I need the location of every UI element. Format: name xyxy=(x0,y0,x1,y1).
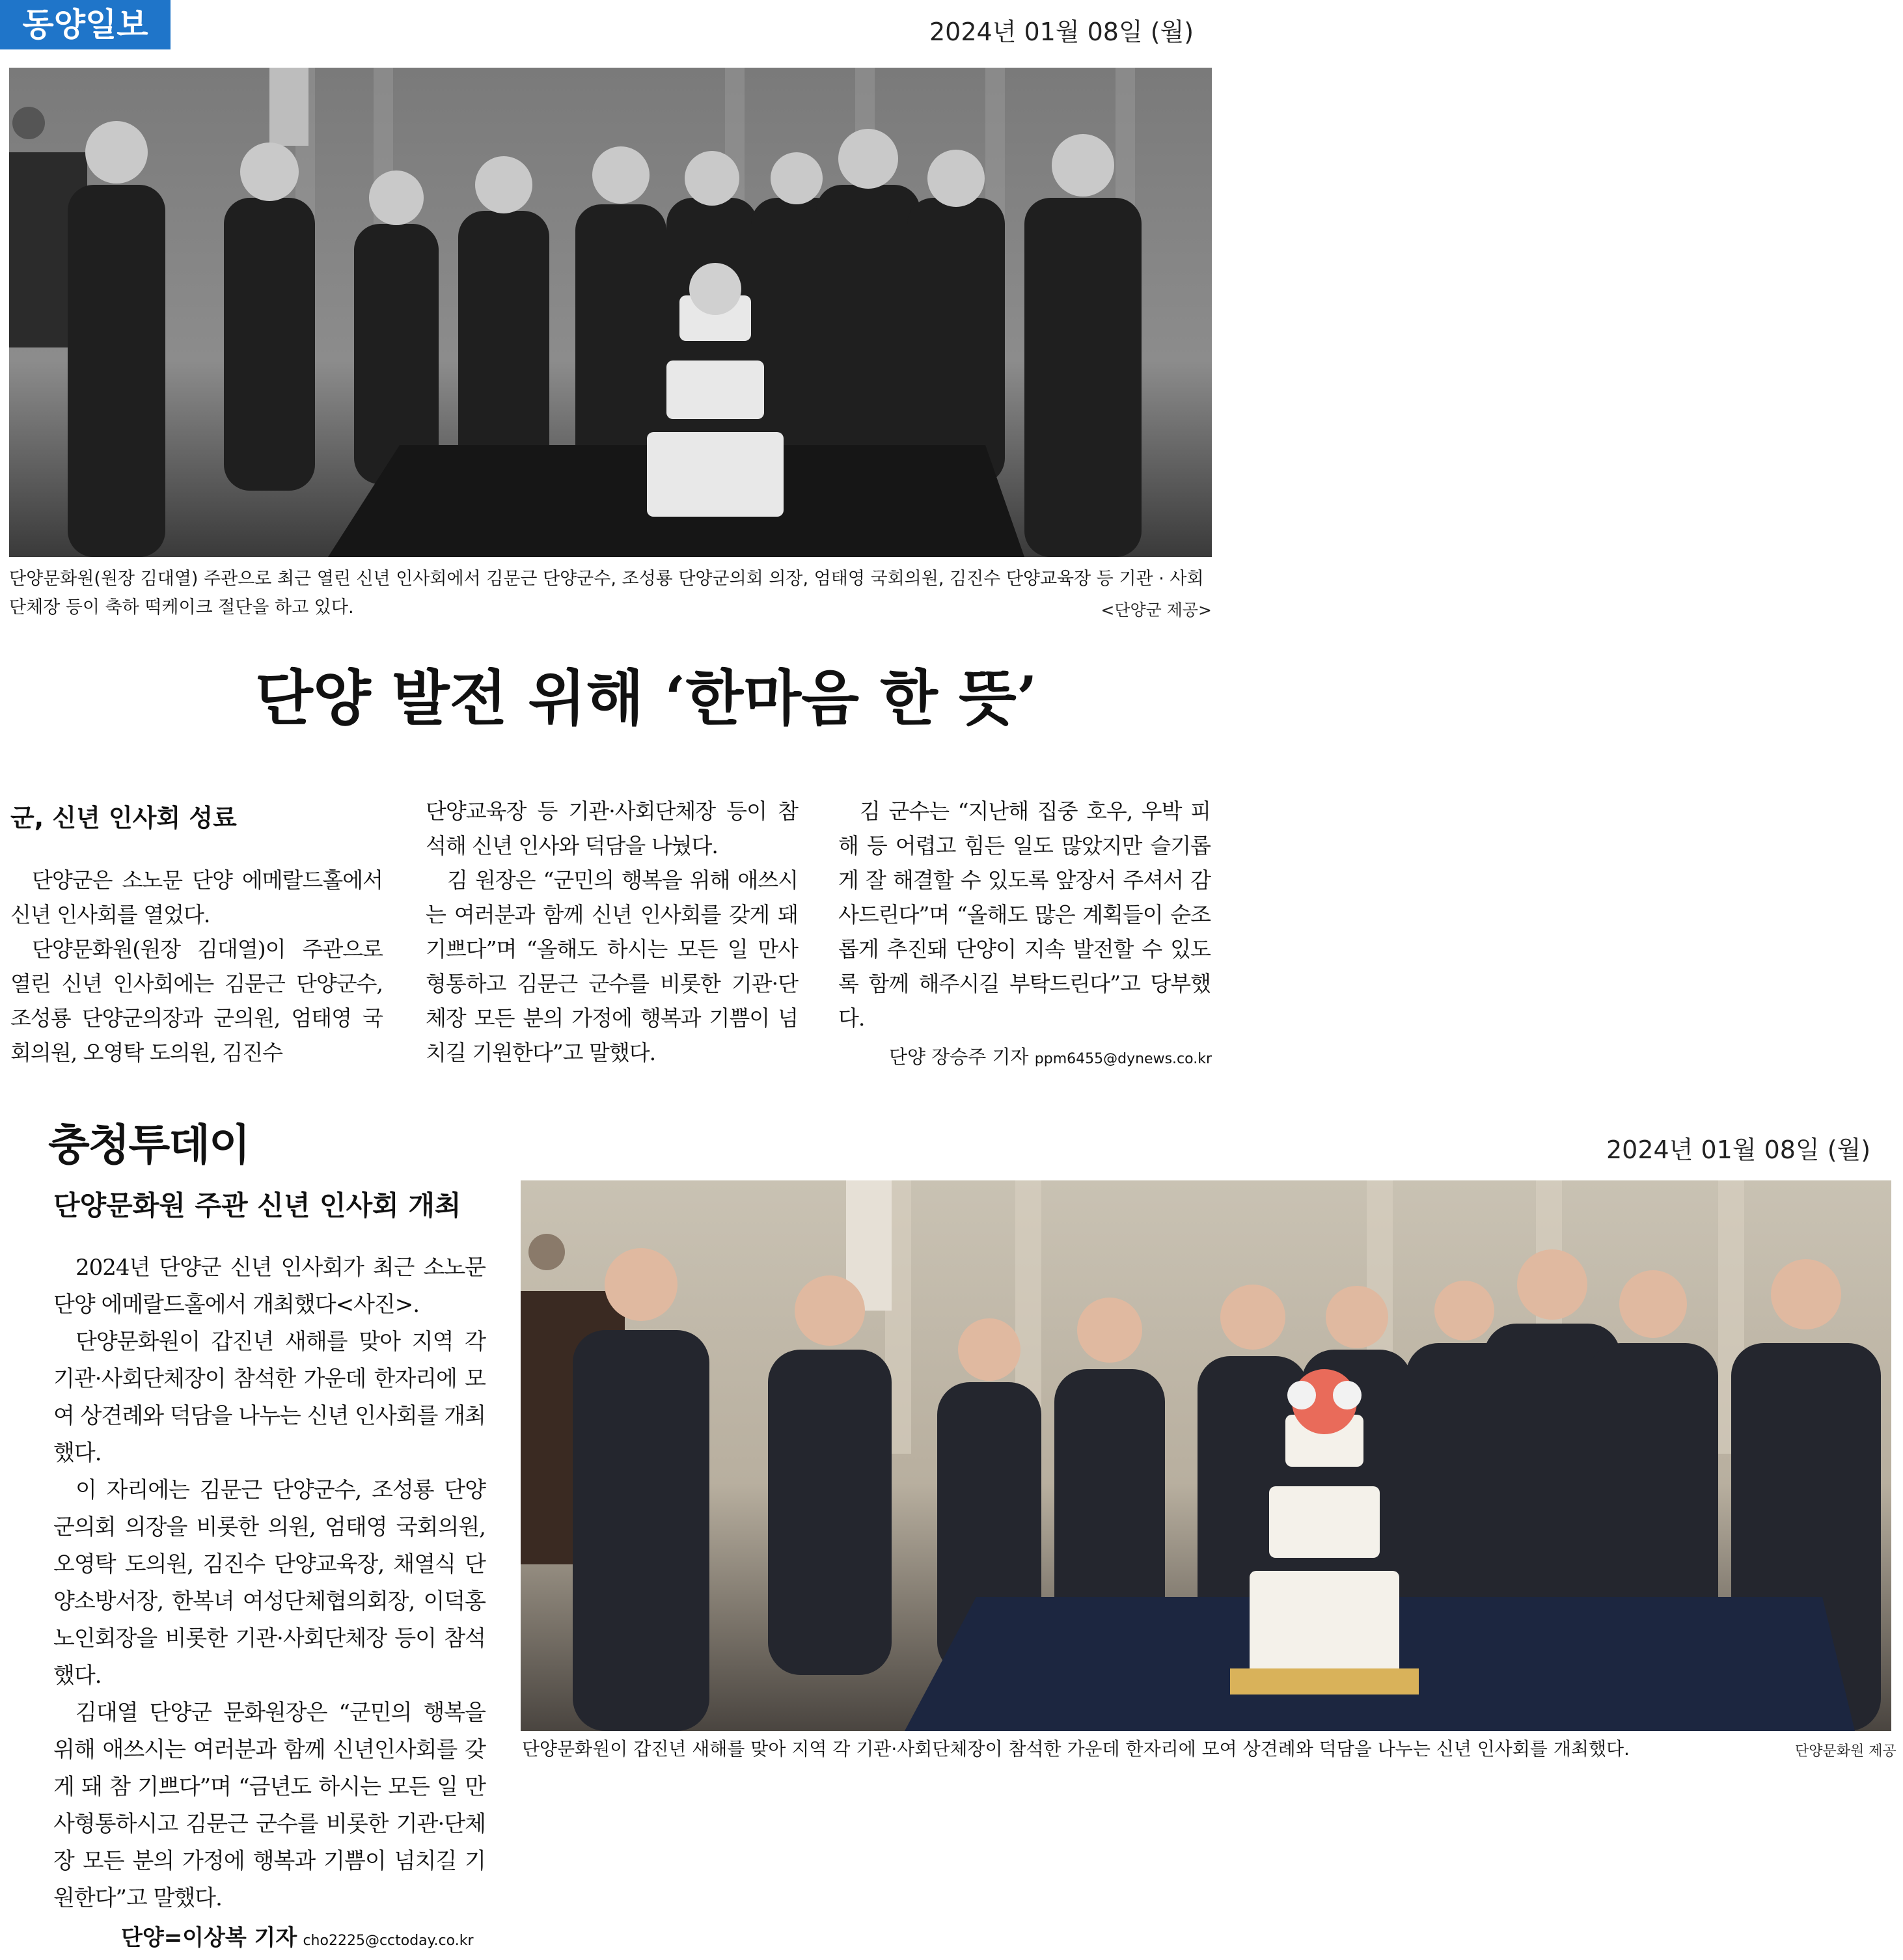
article1-email: ppm6455@dynews.co.kr xyxy=(1034,1051,1212,1067)
article2-photo-caption: 단양문화원이 갑진년 새해를 맞아 지역 각 기관·사회단체장이 참석한 가운데 한자리에 모여 상견례와 덕담을 나누는 신년 인사회를 개최했다. xyxy=(522,1738,1630,1760)
article1-photo xyxy=(9,68,1212,557)
article2-paragraph: 김대열 단양군 문화원장은 “군민의 행복을 위해 애쓰시는 여러분과 함께 신년인사회를 갖게 돼 참 기쁘다”며 “금년도 하시는 모든 일 만사형통하시고 김문근 군수를 비롯한 기관·단체장 모든 분의 가정에 행복과 기쁨이 넘치길 기원한다”고 말했다. xyxy=(53,1700,486,1911)
article2-photo xyxy=(521,1180,1891,1731)
paper-name-badge: 동양일보 xyxy=(0,0,171,49)
article2-paragraph: 2024년 단양군 신년 인사회가 최근 소노문 단양 에메랄드홀에서 개최했다<사진>. xyxy=(53,1255,486,1318)
article1-col3-paragraph: 김 군수는 “지난해 집중 호우, 우박 피해 등 어렵고 힘든 일도 많았지만 슬기롭게 잘 해결할 수 있도록 앞장서 주셔서 감사드린다”며 “올해도 많은 계획들이 순조롭게 추진돼 단양이 지속 발전할 수 있도록 함께 해주시길 부탁드린다”고 당부했다. xyxy=(838,798,1211,1031)
article1-column-1 xyxy=(10,863,383,1070)
article2-body xyxy=(53,1249,486,1917)
article1-date: 2024년 01월 08일 (월) xyxy=(929,18,1194,46)
article1-reporter: 단양 장승주 기자 xyxy=(889,1046,1029,1068)
article2-headline: 단양문화원 주관 신년 인사회 개최 xyxy=(53,1190,461,1221)
article1-subhead: 군, 신년 인사회 성료 xyxy=(10,804,237,832)
article2-reporter: 단양=이상복 기자 xyxy=(121,1925,297,1951)
article1-col1-paragraph: 단양문화원(원장 김대열)이 주관으로 열린 신년 인사회에는 김문근 단양군수, 조성룡 단양군의장과 군의원, 엄태영 국회의원, 오영탁 도의원, 김진수 xyxy=(10,936,383,1065)
article1-byline xyxy=(889,1042,1212,1069)
article2-paragraph: 단양문화원이 갑진년 새해를 맞아 지역 각 기관·사회단체장이 참석한 가운데 한자리에 모여 상견례와 덕담을 나누는 신년 인사회를 개최했다. xyxy=(53,1329,486,1466)
article1-headline: 단양 발전 위해 ‘한마음 한 뜻’ xyxy=(255,663,1037,733)
article2-date: 2024년 01월 08일 (월) xyxy=(1606,1136,1871,1164)
article2-email: cho2225@cctoday.co.kr xyxy=(303,1933,474,1949)
article1-photo-credit: <단양군 제공> xyxy=(1101,601,1212,619)
article1-photo-caption: 단양문화원(원장 김대열) 주관으로 최근 열린 신년 인사회에서 김문근 단양군수, 조성룡 단양군의회 의장, 엄태영 국회의원, 김진수 단양교육장 등 기관 · 사회단체장 등이 축하 떡케이크 절단을 하고 있다. xyxy=(9,569,1204,618)
article1-col2-paragraph: 김 원장은 “군민의 행복을 위해 애쓰시는 여러분과 함께 신년 인사회를 갖게 돼 기쁘다”며 “올해도 하시는 모든 일 만사형통하고 김문근 군수를 비롯한 기관·단체장 모든 분의 가정에 행복과 기쁨이 넘치길 기원한다”고 말했다. xyxy=(426,867,798,1065)
article1-column-3 xyxy=(838,794,1211,1035)
article2-paragraph: 이 자리에는 김문근 단양군수, 조성룡 단양군의회 의장을 비롯한 의원, 엄태영 국회의원, 오영탁 도의원, 김진수 단양교육장, 채열식 단양소방서장, 한복녀 여성단체협의회장, 이덕홍 노인회장을 비롯한 기관·사회단체장 등이 참석했다. xyxy=(53,1477,486,1689)
paper-name-logo: 충청투데이 xyxy=(48,1120,249,1170)
article2-byline xyxy=(121,1920,474,1952)
article2-photo-credit: 단양문화원 제공 xyxy=(1795,1743,1896,1760)
article1-col2-paragraph: 단양교육장 등 기관·사회단체장 등이 참석해 신년 인사와 덕담을 나눴다. xyxy=(426,798,798,858)
article1-column-2 xyxy=(426,794,798,1070)
article1-col1-paragraph: 단양군은 소노문 단양 에메랄드홀에서 신년 인사회를 열었다. xyxy=(10,867,383,927)
